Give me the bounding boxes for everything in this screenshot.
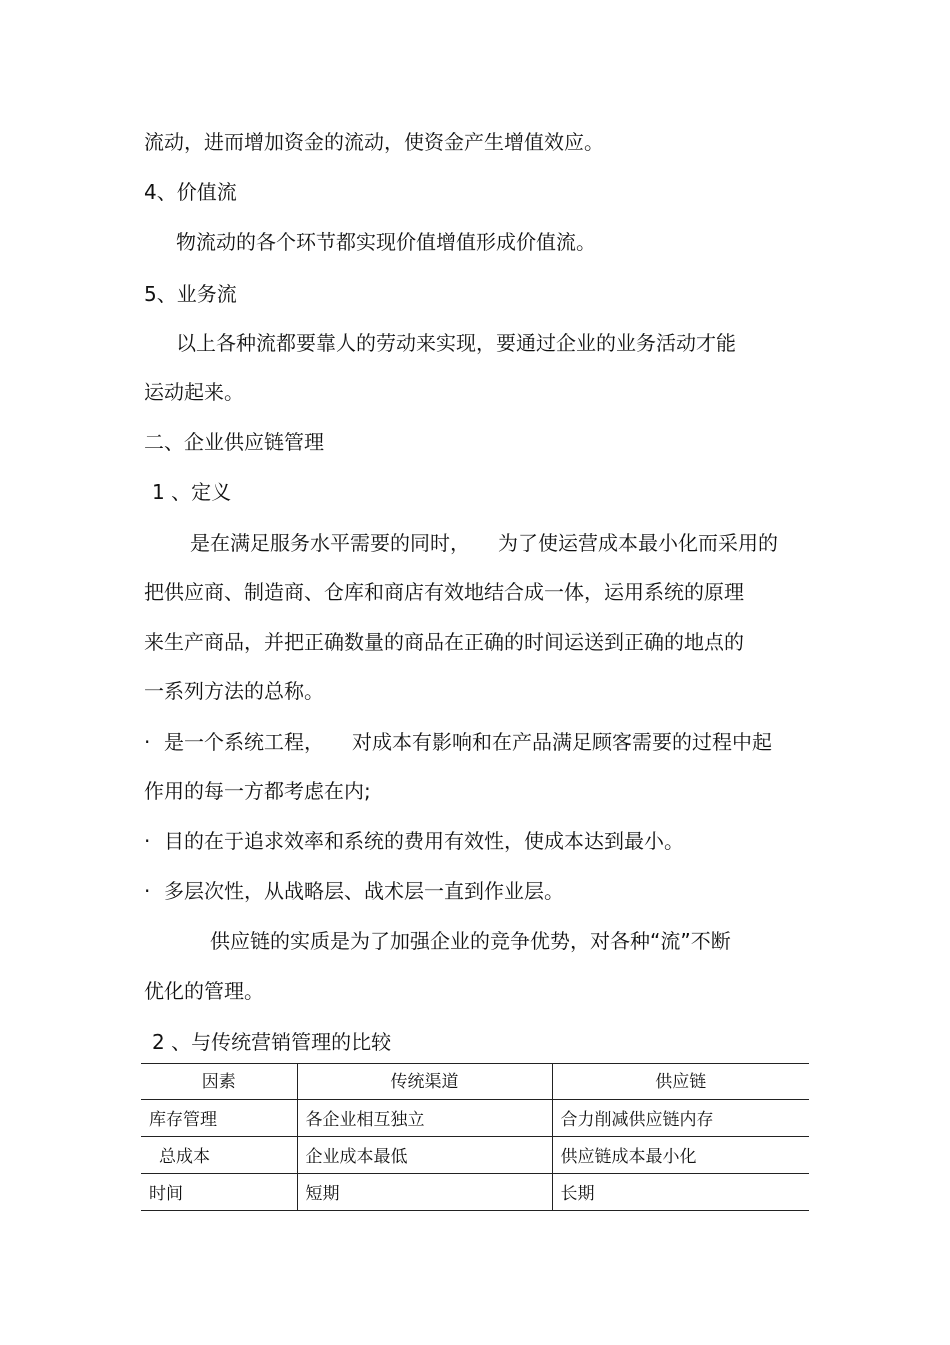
chapter-heading-supply-chain: 二、企业供应链管理 <box>144 430 324 454</box>
paragraph-text: 一系列方法的总称。 <box>144 679 324 703</box>
table-cell: 库存管理 <box>149 1110 217 1130</box>
comparison-table <box>141 1063 809 1211</box>
section-heading-value-flow: 4、价值流 <box>144 180 237 204</box>
table-header-cell: 供应链 <box>552 1064 809 1100</box>
table-cell: 长期 <box>552 1174 809 1211</box>
paragraph-text: 流动，进而增加资金的流动，使资金产生增值效应。 <box>144 130 604 154</box>
table-header-cell: 传统渠道 <box>297 1064 552 1100</box>
table-row <box>141 1174 809 1211</box>
paragraph-text <box>190 529 778 557</box>
table-cell: 合力削减供应链内存 <box>552 1100 809 1137</box>
table-cell: 总成本 <box>159 1147 210 1167</box>
table-row <box>141 1100 809 1137</box>
paragraph-text: 优化的管理。 <box>144 979 264 1003</box>
section-heading-definition: 1 、定义 <box>152 480 232 504</box>
text-segment: 为了使运营成本最小化而采用的 <box>498 531 778 555</box>
text-segment: 多层次性，从战略层、战术层一直到作业层。 <box>164 879 564 903</box>
text-segment: 对成本有影响和在产品满足顾客需要的过程中起 <box>352 730 772 754</box>
paragraph-text: 把供应商、制造商、仓库和商店有效地结合成一体，运用系统的原理 <box>144 580 744 604</box>
table-cell: 短期 <box>297 1174 552 1211</box>
bullet-item <box>144 827 684 855</box>
section-heading-business-flow: 5、业务流 <box>144 282 237 306</box>
text-segment: 是一个系统工程， <box>164 730 324 754</box>
bullet-icon: · <box>144 879 151 903</box>
text-segment: 目的在于追求效率和系统的费用有效性，使成本达到最小。 <box>164 829 684 853</box>
bullet-icon: · <box>144 829 151 853</box>
table-header-cell: 因素 <box>201 1072 236 1092</box>
paragraph-text: 来生产商品，并把正确数量的商品在正确的时间运送到正确的地点的 <box>144 630 744 654</box>
table-cell: 企业成本最低 <box>297 1137 552 1174</box>
bullet-icon: · <box>144 730 151 754</box>
text-segment: 是在满足服务水平需要的同时， <box>190 531 470 555</box>
bullet-item <box>144 877 564 905</box>
paragraph-text: 作用的每一方都考虑在内; <box>144 779 371 803</box>
bullet-item <box>144 728 772 756</box>
paragraph-text: 供应链的实质是为了加强企业的竞争优势，对各种“流”不断 <box>210 929 731 953</box>
paragraph-text: 物流动的各个环节都实现价值增值形成价值流。 <box>176 230 596 254</box>
table-cell: 时间 <box>149 1184 183 1204</box>
table-cell: 各企业相互独立 <box>297 1100 552 1137</box>
table-row <box>141 1137 809 1174</box>
table-header-row <box>141 1064 809 1100</box>
paragraph-text: 以上各种流都要靠人的劳动来实现，要通过企业的业务活动才能 <box>176 331 736 355</box>
section-heading-comparison: 2 、与传统营销管理的比较 <box>152 1030 392 1054</box>
table-cell: 供应链成本最小化 <box>552 1137 809 1174</box>
paragraph-text: 运动起来。 <box>144 380 244 404</box>
